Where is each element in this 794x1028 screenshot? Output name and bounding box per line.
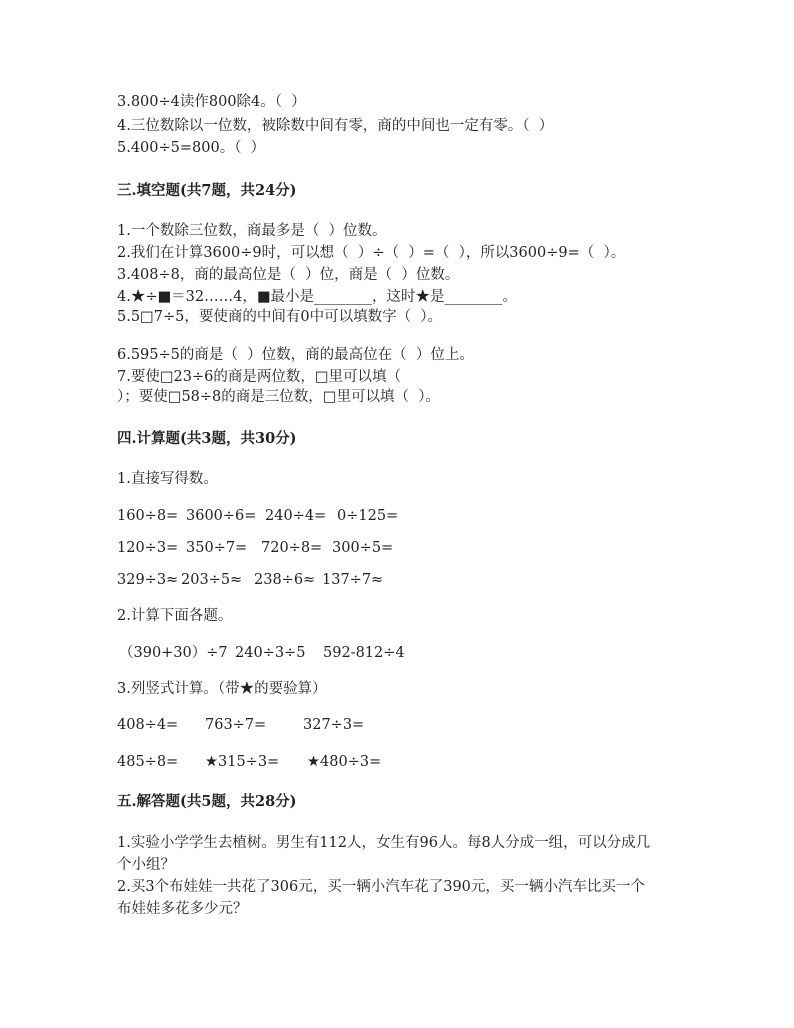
calc-cell: 350÷7= bbox=[186, 540, 248, 556]
fill-item-2: 2.我们在计算3600÷9时，可以想（ ）÷（ ）=（ ），所以3600÷9=（ ）。 bbox=[117, 245, 626, 261]
section4-heading: 四.计算题(共3题，共30分) bbox=[117, 430, 297, 447]
fill-item-7: 7.要使□23÷6的商是两位数，□里可以填（ bbox=[117, 369, 402, 385]
section3-heading: 三.填空题(共7题，共24分) bbox=[117, 182, 297, 199]
fill-item-4: 4.★÷■＝32……4，■最小是________，这时★是________。 bbox=[117, 289, 518, 305]
calc-cell: 137÷7≈ bbox=[322, 572, 384, 588]
calc-cell: 240÷3÷5 bbox=[235, 645, 306, 661]
calc-cell: 327÷3= bbox=[303, 717, 365, 733]
calc-cell: 763÷7= bbox=[205, 717, 267, 733]
fill-item-1: 1.一个数除三位数，商最多是（ ）位数。 bbox=[117, 223, 387, 239]
answer-item-2: 2.买3个布娃娃一共花了306元，买一辆小汽车花了390元，买一辆小汽车比买一个 bbox=[117, 879, 645, 895]
calc-cell: （390+30）÷7 bbox=[119, 645, 228, 661]
calc-cell: ★315÷3= bbox=[205, 754, 280, 770]
calc-cell: 203÷5≈ bbox=[181, 572, 243, 588]
calc-cell: 720÷8= bbox=[261, 540, 323, 556]
fill-item-3: 3.408÷8，商的最高位是（ ）位，商是（ ）位数。 bbox=[117, 267, 460, 283]
fill-item-7-cont: ）；要使□58÷8的商是三位数，□里可以填（ ）。 bbox=[117, 389, 440, 405]
judge-item-3: 3.800÷4读作800除4。（ ） bbox=[117, 94, 306, 110]
calc-cell: 485÷8= bbox=[117, 754, 179, 770]
calc-cell: 3600÷6= bbox=[186, 508, 257, 524]
judge-item-5: 5.400÷5=800。（ ） bbox=[117, 140, 266, 156]
calc-cell: 408÷4= bbox=[117, 717, 179, 733]
calc-cell: ★480÷3= bbox=[307, 754, 382, 770]
calc-cell: 329÷3≈ bbox=[117, 572, 179, 588]
fill-item-5: 5.5□7÷5，要使商的中间有0中可以填数字（ ）。 bbox=[117, 309, 443, 325]
calc-cell: 238÷6≈ bbox=[254, 572, 316, 588]
calc-cell: 592-812÷4 bbox=[323, 645, 405, 661]
fill-item-6: 6.595÷5的商是（ ）位数，商的最高位在（ ）位上。 bbox=[117, 347, 474, 363]
answer-item-1-cont: 个小组？ bbox=[117, 857, 175, 873]
calc-q3-title: 3.列竖式计算。（带★的要验算） bbox=[117, 681, 327, 697]
calc-q2-title: 2.计算下面各题。 bbox=[117, 608, 233, 624]
calc-cell: 300÷5= bbox=[332, 540, 394, 556]
calc-cell: 120÷3= bbox=[117, 540, 179, 556]
section5-heading: 五.解答题(共5题，共28分) bbox=[117, 793, 297, 810]
calc-cell: 0÷125= bbox=[337, 508, 399, 524]
answer-item-2-cont: 布娃娃多花多少元？ bbox=[117, 901, 248, 917]
calc-cell: 160÷8= bbox=[117, 508, 179, 524]
judge-item-4: 4.三位数除以一位数，被除数中间有零，商的中间也一定有零。（ ） bbox=[117, 118, 554, 134]
calc-q1-title: 1.直接写得数。 bbox=[117, 471, 218, 487]
answer-item-1: 1.实验小学学生去植树。男生有112人，女生有96人。每8人分成一组，可以分成几 bbox=[117, 835, 651, 851]
calc-cell: 240÷4= bbox=[265, 508, 327, 524]
